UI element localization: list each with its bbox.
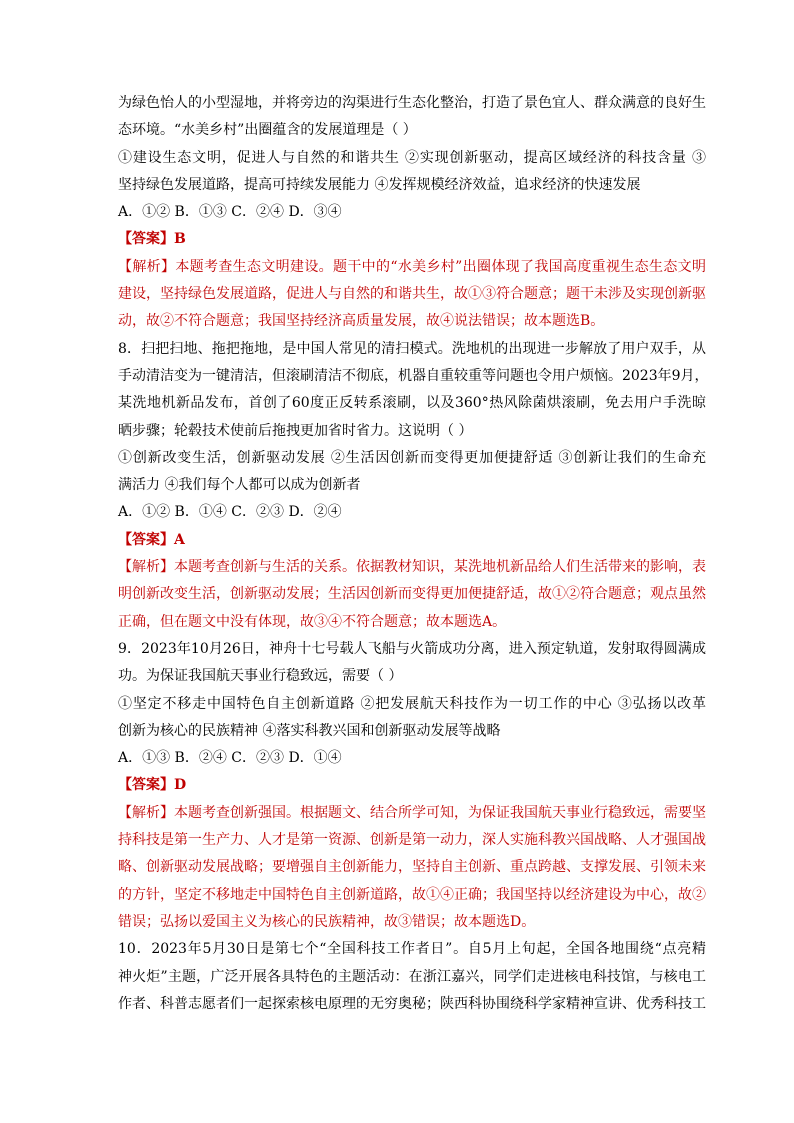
question-stem-line: 8．扫把扫地、拖把拖地，是中国人常见的清扫模式。洗地机的出现进一步解放了用户双手，从 xyxy=(118,340,706,357)
question-stem-line: 态环境。“水美乡村”出圈蕴含的发展道理是（ ） xyxy=(118,122,417,139)
question-stem-line: 作者、科普志愿者们一起探索核电原理的无穷奥秘；陕西科协围绕科学家精神宣讲、优秀科技工 xyxy=(118,995,706,1012)
answer-label: 【答案】D xyxy=(118,777,187,794)
answer-choices: A．①③ B．②④ C．②③ D．①④ xyxy=(118,750,342,767)
analysis-line: 正确，但在题文中没有体现，故③④不符合题意；故本题选A。 xyxy=(118,613,507,630)
question-stem-line: 功。为保证我国航天事业行稳致远，需要（ ） xyxy=(118,668,403,685)
question-stem-line: 10．2023年5月30日是第七个“全国科技工作者日”。自5月上旬起，全国各地围绕“点亮精 xyxy=(118,941,706,958)
question-stem-line: 9．2023年10月26日，神舟十七号载人飞船与火箭成功分离，进入预定轨道，发射取得圆满成 xyxy=(118,640,706,657)
question-9 xyxy=(118,636,706,936)
statement-options-line: ①创新改变生活，创新驱动发展 ②生活因创新而变得更加便捷舒适 ③创新让我们的生命充 xyxy=(118,449,706,466)
question-7 xyxy=(118,90,706,336)
answer-label: 【答案】A xyxy=(118,531,185,548)
analysis-line: 的方针，坚定不移地走中国特色自主创新道路，故①④正确；我国坚持以经济建设为中心，故② xyxy=(118,886,706,903)
answer-choices: A．①② B．①④ C．②③ D．②④ xyxy=(118,504,342,521)
statement-options-line: 创新为核心的民族精神 ④落实科教兴国和创新驱动发展等战略 xyxy=(118,722,501,739)
question-stem-line: 某洗地机新品发布，首创了60度正反转系滚刷，以及360°热风除菌烘滚刷，免去用户手洗晾 xyxy=(118,395,706,412)
question-8 xyxy=(118,336,709,636)
analysis-line: 【解析】本题考查创新强国。根据题文、结合所学可知，为保证我国航天事业行稳致远，需要坚 xyxy=(118,804,706,821)
analysis-line: 持科技是第一生产力、人才是第一资源、创新是第一动力，深人实施科教兴国战略、人才强国战 xyxy=(118,832,706,849)
question-stem-line: 手动清洁变为一键清洁，但滚刷清洁不彻底，机器自重较重等问题也令用户烦恼。2023年9月， xyxy=(118,367,709,384)
statement-options-line: 满活力 ④我们每个人都可以成为创新者 xyxy=(118,477,361,494)
analysis-line: 【解析】本题考查生态文明建设。题干中的“水美乡村”出圈体现了我国高度重视生态生态文明 xyxy=(118,258,706,275)
question-stem-line: 为绿色怡人的小型湿地，并将旁边的沟渠进行生态化整治，打造了景色宜人、群众满意的良好生 xyxy=(118,95,706,111)
analysis-line: 建设，坚持绿色发展道路，促进人与自然的和谐共生，故①③符合题意；题干未涉及实现创新驱 xyxy=(118,286,706,303)
analysis-line: 略、创新驱动发展战略；要增强自主创新能力，坚持自主创新、重点跨越、支撑发展、引领未来 xyxy=(118,859,706,876)
analysis-line: 【解析】本题考查创新与生活的关系。依据教材知识，某洗地机新品给人们生活带来的影响，表 xyxy=(118,559,706,576)
statement-options-line: 坚持绿色发展道路，提高可持续发展能力 ④发挥规模经济效益，追求经济的快速发展 xyxy=(118,176,641,193)
answer-label: 【答案】B xyxy=(118,231,186,248)
analysis-line: 错误；弘扬以爱国主义为核心的民族精神，故③错误；故本题选D。 xyxy=(118,913,536,930)
answer-choices: A．①② B．①③ C．②④ D．③④ xyxy=(118,204,342,221)
analysis-line: 动，故②不符合题意；我国坚持经济高质量发展，故④说法错误；故本题选B。 xyxy=(118,313,605,330)
statement-options-line: ①建设生态文明，促进人与自然的和谐共生 ②实现创新驱动，提高区域经济的科技含量 ③ xyxy=(118,149,706,166)
question-stem-line: 晒步骤；轮毂技术使前后拖拽更加省时省力。这说明（ ） xyxy=(118,422,473,439)
analysis-line: 明创新改变生活，创新驱动发展；生活因创新而变得更加便捷舒适，故①②符合题意；观点虽然 xyxy=(118,586,706,603)
question-stem-line: 神火炬”主题，广泛开展各具特色的主题活动：在浙江嘉兴，同学们走进核电科技馆，与核电工 xyxy=(118,968,706,985)
statement-options-line: ①坚定不移走中国特色自主创新道路 ②把发展航天科技作为一切工作的中心 ③弘扬以改革 xyxy=(118,695,706,712)
document-page-body xyxy=(118,90,709,1018)
question-10 xyxy=(118,936,706,1018)
